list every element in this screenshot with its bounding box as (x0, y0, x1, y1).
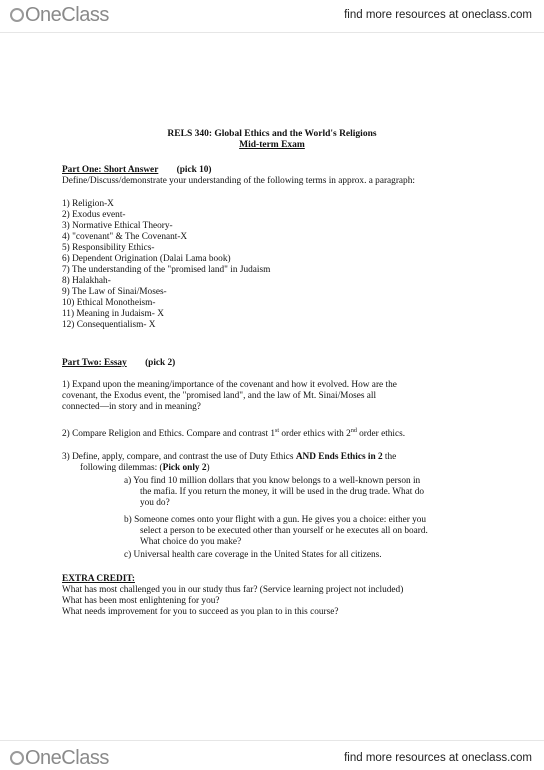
resources-link[interactable]: find more resources at oneclass.com (344, 752, 532, 764)
dilemma-line: a) You find 10 million dollars that you know belongs to a well-known person in (124, 476, 421, 486)
essay1-line: 1) Expand upon the meaning/importance of the covenant and how it evolved. How are the (62, 380, 397, 390)
part2-pick: (pick 2) (145, 358, 176, 368)
dilemma-line: you do? (140, 498, 170, 508)
part2-heading-line (62, 358, 175, 369)
essay2-sup: nd (350, 427, 357, 434)
part1-instructions: Define/Discuss/demonstrate your understanding of the following terms in approx. a paragraph: (62, 176, 415, 186)
essay3-line (80, 463, 210, 474)
essay3-text: ) (206, 463, 210, 473)
essay2-sup: st (275, 427, 280, 434)
dilemma-line: the mafia. If you return the money, it will be used in the drug trade. What do (140, 487, 424, 497)
essay3-text: following dilemmas: ( (80, 463, 163, 473)
term-item: 8) Halakhah- (62, 276, 111, 286)
term-item: 2) Exodus event- (62, 210, 126, 220)
essay2-text: order ethics. (356, 429, 406, 439)
part2-heading: Part Two: Essay (62, 358, 127, 368)
header-bar (0, 0, 544, 32)
dilemma-line: c) Universal health care coverage in the United States for all citizens. (124, 550, 382, 560)
dilemma-line: select a person to be executed other than yourself or he executes all on board. (140, 526, 428, 536)
essay2-text: 2) Compare Religion and Ethics. Compare and contrast 1 (62, 429, 276, 439)
term-item: 9) The Law of Sinai/Moses- (62, 287, 167, 297)
term-item: 12) Consequentialism- X (62, 320, 156, 330)
term-item: 4) "covenant" & The Covenant-X (62, 232, 188, 242)
essay2-line (62, 429, 405, 440)
essay3-text: the (382, 452, 397, 462)
extra-credit-question: What has been most enlightening for you? (62, 596, 220, 606)
exam-subtitle: Mid-term Exam (239, 140, 305, 150)
exam-title: RELS 340: Global Ethics and the World's Religions (167, 129, 377, 139)
term-item: 11) Meaning in Judaism- X (62, 309, 164, 319)
logo-circle-icon (10, 751, 24, 765)
extra-credit-heading: EXTRA CREDIT: (62, 574, 135, 584)
term-item: 5) Responsibility Ethics- (62, 243, 155, 253)
term-item: 3) Normative Ethical Theory- (62, 221, 173, 231)
resources-link[interactable]: find more resources at oneclass.com (344, 9, 532, 21)
term-item: 10) Ethical Monotheism- (62, 298, 156, 308)
footer-divider (0, 740, 544, 741)
logo-text: OneClass (25, 747, 109, 769)
term-item: 1) Religion-X (62, 199, 114, 209)
header-divider (0, 32, 544, 33)
essay1-line: covenant, the Exodus event, the "promised land", and the law of Mt. Sinai/Moses all (62, 391, 377, 401)
term-item: 7) The understanding of the "promised land" in Judaism (62, 265, 271, 275)
oneclass-logo[interactable] (10, 4, 109, 27)
footer-bar (0, 740, 544, 770)
term-item: 6) Dependent Origination (Dalai Lama book) (62, 254, 231, 264)
logo-circle-icon (10, 8, 24, 22)
logo-text: OneClass (25, 4, 109, 26)
part1-pick: (pick 10) (176, 165, 212, 175)
extra-credit-question: What has most challenged you in our study thus far? (Service learning project not included) (62, 585, 404, 595)
dilemma-line: b) Someone comes onto your flight with a gun. He gives you a choice: either you (124, 515, 427, 525)
part1-heading-line (62, 165, 212, 176)
oneclass-logo[interactable] (10, 747, 109, 770)
essay2-text: order ethics with 2 (279, 429, 351, 439)
essay3-text: 3) Define, apply, compare, and contrast the use of Duty Ethics (62, 452, 296, 462)
dilemma-line: What choice do you make? (140, 537, 242, 547)
essay3-bold: AND Ends Ethics in 2 (295, 452, 383, 462)
part1-heading: Part One: Short Answer (62, 165, 159, 175)
essay1-line: connected—in story and in meaning? (62, 402, 201, 412)
extra-credit-question: What needs improvement for you to succeed as you plan to in this course? (62, 607, 339, 617)
essay3-pick: Pick only 2 (162, 463, 207, 473)
essay3-line (62, 452, 396, 463)
